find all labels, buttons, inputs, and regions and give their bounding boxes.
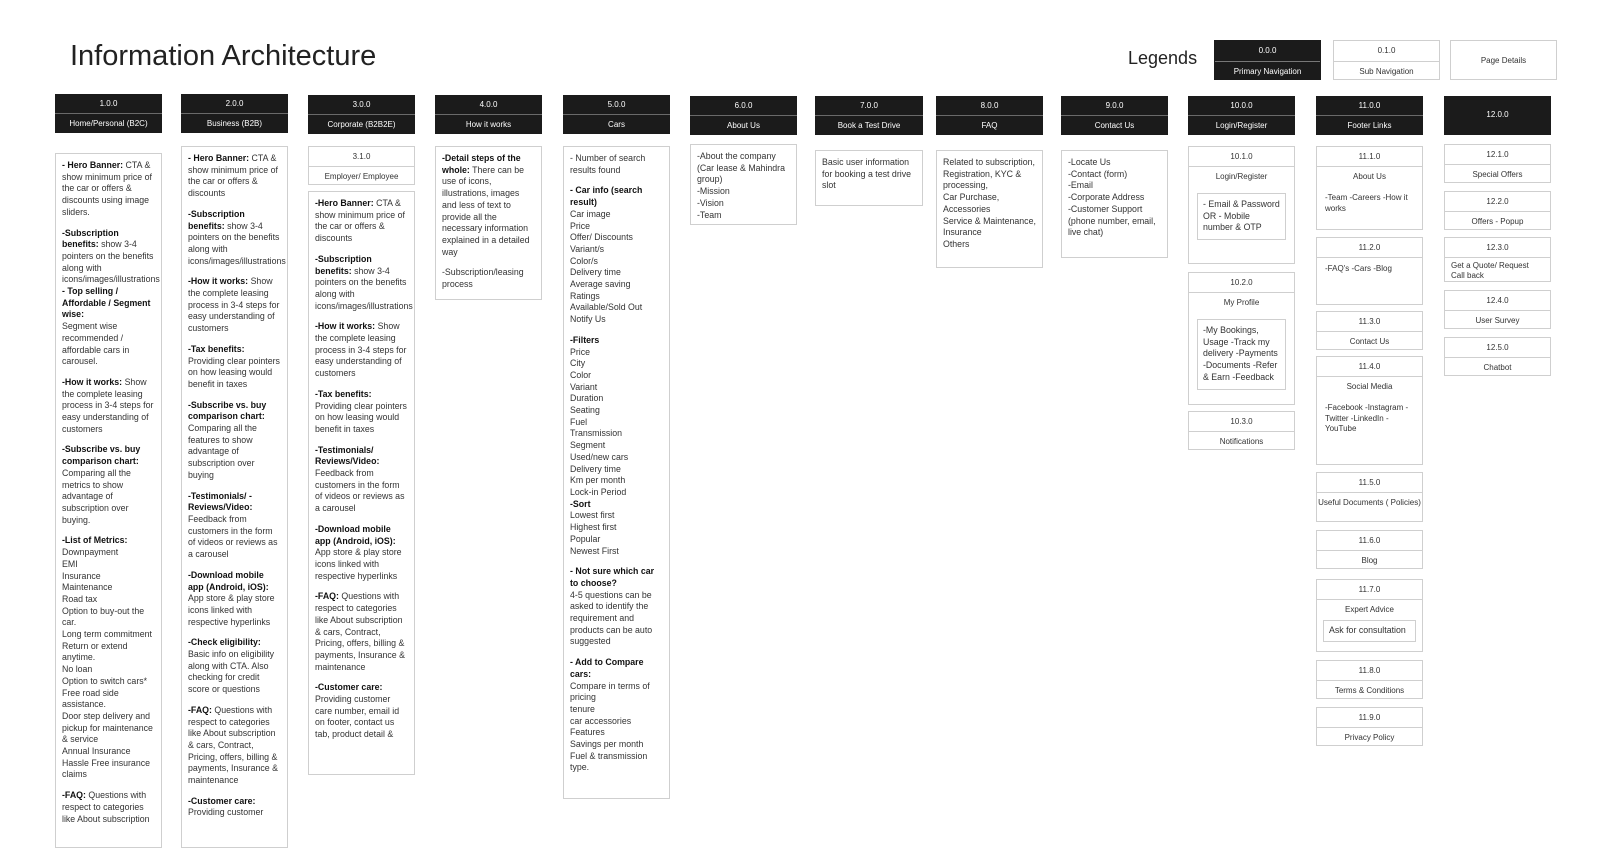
car-info-item: Color/s <box>570 255 598 266</box>
faq-heading: -FAQ: <box>315 591 339 602</box>
sub-nav-employer-employee[interactable] <box>308 146 415 185</box>
filter-item: Lock-in Period <box>570 486 627 497</box>
sub-num: 12.4.0 <box>1445 291 1550 311</box>
filter-item: Transmission <box>570 428 622 439</box>
tax-text: Providing clear pointers on how leasing would benefit in taxes <box>315 400 407 434</box>
compare-heading: -Subscribe vs. buy comparison chart: <box>62 444 141 467</box>
car-info-item: Available/Sold Out <box>570 302 643 313</box>
nav-label: Cars <box>608 120 625 129</box>
sub-num: 11.8.0 <box>1317 661 1422 681</box>
page-details-about-us <box>690 144 797 225</box>
sub-nav-expert-advice[interactable] <box>1316 579 1423 652</box>
legend-primary-num: 0.0.0 <box>1215 41 1320 62</box>
hero-heading: -Hero Banner: <box>315 198 374 208</box>
page-details-faq <box>936 150 1043 268</box>
nav-corporate[interactable] <box>308 95 415 134</box>
sub-label: ( Policies) <box>1385 498 1421 507</box>
about-item: -Vision <box>697 197 724 208</box>
testimonials-text: Feedback from customers in the form of videos or reviews as a carousel <box>188 513 278 560</box>
legend-primary-label: Primary Navigation <box>1233 67 1302 76</box>
contact-item: -Customer Support (phone number, email, live chat) <box>1068 203 1156 238</box>
sort-item: Newest First <box>570 545 619 556</box>
sub-nav-chatbot[interactable] <box>1444 337 1551 376</box>
nav-num: 4.0.0 <box>435 95 542 115</box>
social-item: -Instagram <box>1365 403 1404 412</box>
sub-num: 12.2.0 <box>1445 192 1550 212</box>
sub-nav-offers-popup[interactable] <box>1444 191 1551 230</box>
profile-details <box>1197 319 1286 390</box>
sub-num: 10.3.0 <box>1189 412 1294 432</box>
care-text: Providing customer care number, email id on footer, contact us tab, product detail & <box>315 694 400 740</box>
metric-item: Option to buy-out the car. <box>62 605 145 628</box>
nav-home-personal[interactable] <box>55 94 162 133</box>
sub-label: Notifications <box>1219 437 1264 446</box>
download-text: App store & play store icons linked with respective hyperlinks <box>188 593 275 627</box>
nav-label: FAQ <box>981 121 998 130</box>
how-heading: -How it works: <box>188 276 249 287</box>
test-drive-text: Basic user information for booking a test drive slot <box>822 157 911 191</box>
car-info-item: Notify Us <box>570 314 606 325</box>
faq-item: Related to subscription, Registration, KYC & processing, <box>943 157 1035 191</box>
nav-label: About Us <box>727 121 760 130</box>
sub-num: 11.2.0 <box>1317 238 1422 258</box>
page-details-business <box>181 146 288 848</box>
faq-heading: -FAQ: <box>188 704 212 715</box>
leasing-process-text: -Subscription/leasing process <box>442 267 524 290</box>
compare-heading: -Subscribe vs. buy comparison chart: <box>188 399 267 422</box>
nav-num: 9.0.0 <box>1061 96 1168 116</box>
metric-item: Maintenance <box>62 582 113 593</box>
legends-label: Legends <box>1128 48 1198 68</box>
car-info-item: Car image <box>570 208 611 219</box>
sub-label: Special Offers <box>1472 170 1523 179</box>
sub-num: 3.1.0 <box>309 147 414 167</box>
profile-item: -Track my delivery <box>1203 336 1270 359</box>
sub-label: Get a Quote/ Request Call back <box>1451 261 1529 280</box>
faq-item: Service & Maintenance, Insurance <box>943 215 1036 238</box>
top-selling-text: Segment wise recommended / affordable cars in carousel. <box>62 321 130 367</box>
sub-nav-get-quote[interactable] <box>1444 237 1551 282</box>
sub-nav-notifications[interactable] <box>1188 411 1295 450</box>
hero-text: CTA & show minimum price of the car or offers & discounts <box>188 153 278 199</box>
legend-sub-label: Sub Navigation <box>1359 67 1414 76</box>
sub-nav-footer-faqs[interactable] <box>1316 237 1423 305</box>
sub-num: 10.1.0 <box>1189 147 1294 167</box>
contact-item: -Corporate Address <box>1068 192 1145 203</box>
sub-num: 12.1.0 <box>1445 145 1550 165</box>
subscription-heading: -Subscription benefits: <box>315 253 372 276</box>
filter-item: Used/new cars <box>570 451 629 462</box>
sub-nav-footer-contact-us[interactable] <box>1316 311 1423 350</box>
sub-nav-terms[interactable] <box>1316 660 1423 699</box>
metric-item: Free road side assistance. <box>62 687 119 710</box>
metric-item: Hassle Free insurance claims <box>62 757 151 780</box>
testimonials-heading: -Testimonials/ -Reviews/Video: <box>188 490 253 513</box>
eligibility-heading: -Check eligibility: <box>188 637 261 648</box>
ask-consultation[interactable]: Ask for consultation <box>1323 620 1416 642</box>
footer-item: -Cars <box>1351 264 1371 273</box>
metric-item: EMI <box>62 558 78 569</box>
car-info-item: Average saving <box>570 279 631 290</box>
subscription-text: show 3-4 pointers on the benefits along with icons/images/illustrations <box>315 265 413 311</box>
metric-item: No loan <box>62 664 93 675</box>
legend-sub-num: 0.1.0 <box>1334 41 1439 62</box>
sub-nav-special-offers[interactable] <box>1444 144 1551 183</box>
sub-nav-user-survey[interactable] <box>1444 290 1551 329</box>
top-selling-heading: - Top selling / Affordable / Segment wise: <box>62 286 151 320</box>
page-details-how-it-works <box>435 146 542 300</box>
profile-item: -My Bookings, Usage <box>1203 325 1259 347</box>
car-info-item: Delivery time <box>570 267 621 278</box>
subscription-heading: -Subscription benefits: <box>62 227 119 250</box>
nav-label: Login/Register <box>1215 121 1268 130</box>
compare-item: Features <box>570 727 605 738</box>
social-item: -Twitter <box>1325 403 1409 423</box>
footer-item: -Careers <box>1349 193 1381 202</box>
how-text: Show the complete leasing process in 3-4 steps for easy understanding of customers <box>62 376 154 434</box>
metric-item: Annual Insurance <box>62 746 131 757</box>
car-info-item: Price <box>570 220 591 231</box>
sub-label: Privacy Policy <box>1344 733 1395 742</box>
sub-label: User Survey <box>1475 316 1520 325</box>
download-heading: -Download mobile app (Android, iOS): <box>188 569 269 592</box>
compare-item: tenure <box>570 703 595 714</box>
nav-contact-us[interactable] <box>1061 96 1168 135</box>
care-heading: -Customer care: <box>188 795 256 806</box>
contact-item: -Email <box>1068 180 1093 191</box>
footer-faqs-details <box>1317 258 1422 281</box>
nav-num: 5.0.0 <box>563 95 670 115</box>
faq-item: Car Purchase, Accessories <box>943 192 1000 214</box>
compare-item: Savings per month <box>570 739 644 750</box>
faq-text: Questions with respect to categories like About subscription <box>62 790 150 824</box>
compare-text: Comparing all the metrics to show advantage of subscription over buying. <box>62 467 131 525</box>
social-item: -YouTube <box>1325 413 1389 433</box>
footer-item: -Team <box>1325 193 1348 202</box>
metric-item: Option to switch cars* <box>62 675 148 686</box>
subscription-text: show 3-4 pointers on the benefits along with icons/images/illustrations <box>188 220 286 266</box>
about-item: -Team <box>697 209 722 220</box>
car-info-item: Variant/s <box>570 243 605 254</box>
legend-page-details <box>1450 40 1557 80</box>
sub-num: 12.5.0 <box>1445 338 1550 358</box>
page-details-cars <box>563 146 670 799</box>
sub-num: 11.6.0 <box>1317 531 1422 551</box>
car-info-item: Ratings <box>570 290 600 301</box>
sub-label: Chatbot <box>1483 363 1512 372</box>
nav-label: Footer Links <box>1347 121 1392 130</box>
sub-label: Offers - Popup <box>1471 217 1524 226</box>
metric-item: Insurance <box>62 570 101 581</box>
eligibility-text: Basic info on eligibility along with CTA. Also checking for credit score or questions <box>188 649 275 695</box>
nav-footer-links[interactable] <box>1316 96 1423 135</box>
footer-item: -How it works <box>1325 193 1408 213</box>
profile-item: -Refer & Earn <box>1203 360 1278 382</box>
sort-item: Highest first <box>570 522 617 533</box>
nav-label: Business (B2B) <box>206 119 263 128</box>
faq-text: Questions with respect to categories like About subscription & cars, Contract, Pricing, offers, billing & payments, Insurance & maintenance <box>188 704 278 786</box>
sub-nav-my-profile[interactable] <box>1188 272 1295 405</box>
filter-item: Km per month <box>570 475 626 486</box>
footer-item: -Blog <box>1373 264 1392 273</box>
sub-nav-footer-about-us[interactable] <box>1316 146 1423 230</box>
sub-nav-login-register[interactable] <box>1188 146 1295 264</box>
metric-item: Door step delivery and pickup for maintenance & service <box>62 710 153 745</box>
footer-item: -FAQ's <box>1325 264 1350 273</box>
social-item: -LinkedIn <box>1350 413 1384 423</box>
about-item: -Mission <box>697 186 730 197</box>
hero-heading: - Hero Banner: <box>188 153 250 163</box>
sub-label: Terms & Conditions <box>1334 686 1405 695</box>
page-details-home <box>55 153 162 848</box>
compare-item: Compare in terms of pricing <box>570 680 650 703</box>
nav-about-us[interactable] <box>690 96 797 135</box>
social-item: -Facebook <box>1325 403 1363 412</box>
metric-item: Return or extend anytime. <box>62 640 128 663</box>
footer-about-details <box>1317 187 1422 220</box>
sub-num: 11.1.0 <box>1317 147 1422 167</box>
metric-item: Road tax <box>62 593 98 604</box>
faq-heading: -FAQ: <box>62 790 86 801</box>
filter-item: Variant <box>570 381 598 392</box>
tax-text: Providing clear pointers on how leasing would benefit in taxes <box>188 355 280 389</box>
testimonials-heading: -Testimonials/ Reviews/Video: <box>315 444 380 467</box>
sub-label: Social Media <box>1346 382 1393 391</box>
tax-heading: -Tax benefits: <box>315 388 372 399</box>
sub-nav-blog[interactable] <box>1316 530 1423 569</box>
subscription-heading: -Subscription benefits: <box>188 208 245 231</box>
compare-item: Fuel & transmission type. <box>570 750 648 773</box>
compare-cars-heading: - Add to Compare cars: <box>570 657 644 679</box>
nav-num: 3.0.0 <box>308 95 415 115</box>
page-details-test-drive <box>815 150 923 206</box>
nav-num: 8.0.0 <box>936 96 1043 116</box>
faq-item: Others <box>943 238 970 249</box>
sub-label: Employer/ Employee <box>324 172 399 181</box>
sub-label: Login/Register <box>1215 172 1268 181</box>
sub-label: Blog <box>1361 556 1378 565</box>
nav-label: Corporate (B2B2E) <box>327 120 396 129</box>
detail-text: There can be use of icons, illustrations, images and less of text to provide all the necessary information explained in a detailed way <box>442 164 530 257</box>
login-item: - Email & Password <box>1203 199 1280 209</box>
sub-label: Useful Documents <box>1318 498 1384 507</box>
nav-label: Book a Test Drive <box>837 121 901 130</box>
subscription-text: show 3-4 pointers on the benefits along with icons/images/illustrations <box>62 239 160 285</box>
search-results-text: - Number of search results found <box>570 153 646 175</box>
filter-item: Fuel <box>570 416 588 427</box>
sub-num: 12.3.0 <box>1445 238 1550 258</box>
sub-nav-privacy-policy[interactable] <box>1316 707 1423 746</box>
testimonials-text: Feedback from customers in the form of videos or reviews as a carousel <box>315 468 405 514</box>
page-details-contact-us <box>1061 150 1168 258</box>
sub-num: 11.4.0 <box>1317 357 1422 377</box>
car-info-item: Offer/ Discounts <box>570 232 633 243</box>
metric-item: Long term commitment <box>62 629 152 640</box>
compare-text: Comparing all the features to show advantage of subscription over buying <box>188 423 257 480</box>
legend-sub-navigation <box>1333 40 1440 80</box>
filter-item: Segment <box>570 440 606 451</box>
sort-item: Lowest first <box>570 510 615 521</box>
contact-item: -Locate Us <box>1068 157 1111 167</box>
hero-text: CTA & show minimum price of the car or offers & discounts <box>315 198 405 244</box>
nav-book-test-drive[interactable] <box>815 96 923 135</box>
nav-login-register[interactable] <box>1188 96 1295 135</box>
faq-text: Questions with respect to categories like About subscription & cars, Contract, Pricing, offers, billing & payments, Insurance & maintenance <box>315 591 405 672</box>
filter-item: Duration <box>570 393 604 404</box>
legend-page-label: Page Details <box>1480 56 1527 65</box>
detail-heading: -Detail steps of the whole: <box>442 153 521 175</box>
sub-num: 11.9.0 <box>1317 708 1422 728</box>
social-media-details <box>1317 397 1422 441</box>
metrics-heading: -List of Metrics: <box>62 535 128 546</box>
sort-item: Popular <box>570 533 601 544</box>
nav-12[interactable] <box>1444 96 1551 135</box>
how-heading: -How it works: <box>315 321 376 332</box>
sub-num: 11.5.0 <box>1317 473 1422 493</box>
compare-item: car accessories <box>570 715 632 726</box>
nav-num: 6.0.0 <box>690 96 797 116</box>
nav-num: 2.0.0 <box>181 94 288 114</box>
hero-heading: - Hero Banner: <box>62 160 124 170</box>
login-item: OR <box>1203 210 1217 221</box>
filter-item: Price <box>570 346 591 357</box>
how-text: Show the complete leasing process in 3-4 steps for easy understanding of customers <box>188 276 280 334</box>
nav-label: Home/Personal (B2C) <box>69 119 148 128</box>
sub-label: About Us <box>1353 172 1386 181</box>
legend-primary-navigation <box>1214 40 1321 80</box>
useful-docs-label <box>1317 493 1422 508</box>
car-info-heading: - Car info (search result) <box>570 185 643 208</box>
tax-heading: -Tax benefits: <box>188 343 245 354</box>
page-details-corporate <box>308 191 415 775</box>
metric-item: Downpayment <box>62 547 119 558</box>
nav-cars[interactable] <box>563 95 670 134</box>
sub-label: My Profile <box>1223 298 1260 307</box>
nav-num: 1.0.0 <box>55 94 162 114</box>
nav-num: 7.0.0 <box>815 96 923 116</box>
filters-heading: -Filters <box>570 334 600 345</box>
nav-faq[interactable] <box>936 96 1043 135</box>
nav-label: Contact Us <box>1094 121 1135 130</box>
nav-business[interactable] <box>181 94 288 133</box>
nav-num: 12.0.0 <box>1486 110 1509 119</box>
login-details <box>1197 193 1286 240</box>
page-title: Information Architecture <box>70 40 377 72</box>
nav-how-it-works[interactable] <box>435 95 542 134</box>
sub-nav-useful-documents[interactable] <box>1316 472 1423 522</box>
sub-nav-social-media[interactable] <box>1316 356 1423 465</box>
how-text: Show the complete leasing process in 3-4 steps for easy understanding of customers <box>315 321 407 379</box>
download-heading: -Download mobile app (Android, iOS): <box>315 523 396 546</box>
nav-num: 10.0.0 <box>1188 96 1295 116</box>
nav-num: 11.0.0 <box>1316 96 1423 116</box>
profile-item: -Feedback <box>1232 371 1274 382</box>
filter-item: Delivery time <box>570 463 621 474</box>
filter-item: City <box>570 358 586 369</box>
filter-item: Seating <box>570 405 600 416</box>
sub-num: 11.3.0 <box>1317 312 1422 332</box>
filter-item: Color <box>570 369 592 380</box>
sub-label: Expert Advice <box>1345 605 1394 614</box>
not-sure-heading: - Not sure which car to choose? <box>570 566 655 588</box>
sub-num: 10.2.0 <box>1189 273 1294 293</box>
care-heading: -Customer care: <box>315 682 383 693</box>
download-text: App store & play store icons linked with respective hyperlinks <box>315 547 402 581</box>
how-heading: -How it works: <box>62 376 123 387</box>
care-text: Providing customer <box>188 807 264 818</box>
contact-item: -Contact (form) <box>1068 168 1128 179</box>
sub-label: Contact Us <box>1349 337 1390 346</box>
not-sure-text: 4-5 questions can be asked to identify the requirement and products can be auto suggested <box>570 589 653 647</box>
profile-item: -Payments <box>1235 348 1278 359</box>
hero-text: CTA & show minimum price of the car or offers & discounts using image sliders. <box>62 160 152 217</box>
profile-item: -Documents <box>1203 360 1251 371</box>
about-item: -About the company (Car lease & Mahindra group) <box>697 151 786 185</box>
nav-label: How it works <box>465 120 512 129</box>
login-item: - Mobile number & OTP <box>1203 210 1262 233</box>
sort-heading: -Sort <box>570 498 591 509</box>
sub-num: 11.7.0 <box>1317 580 1422 600</box>
